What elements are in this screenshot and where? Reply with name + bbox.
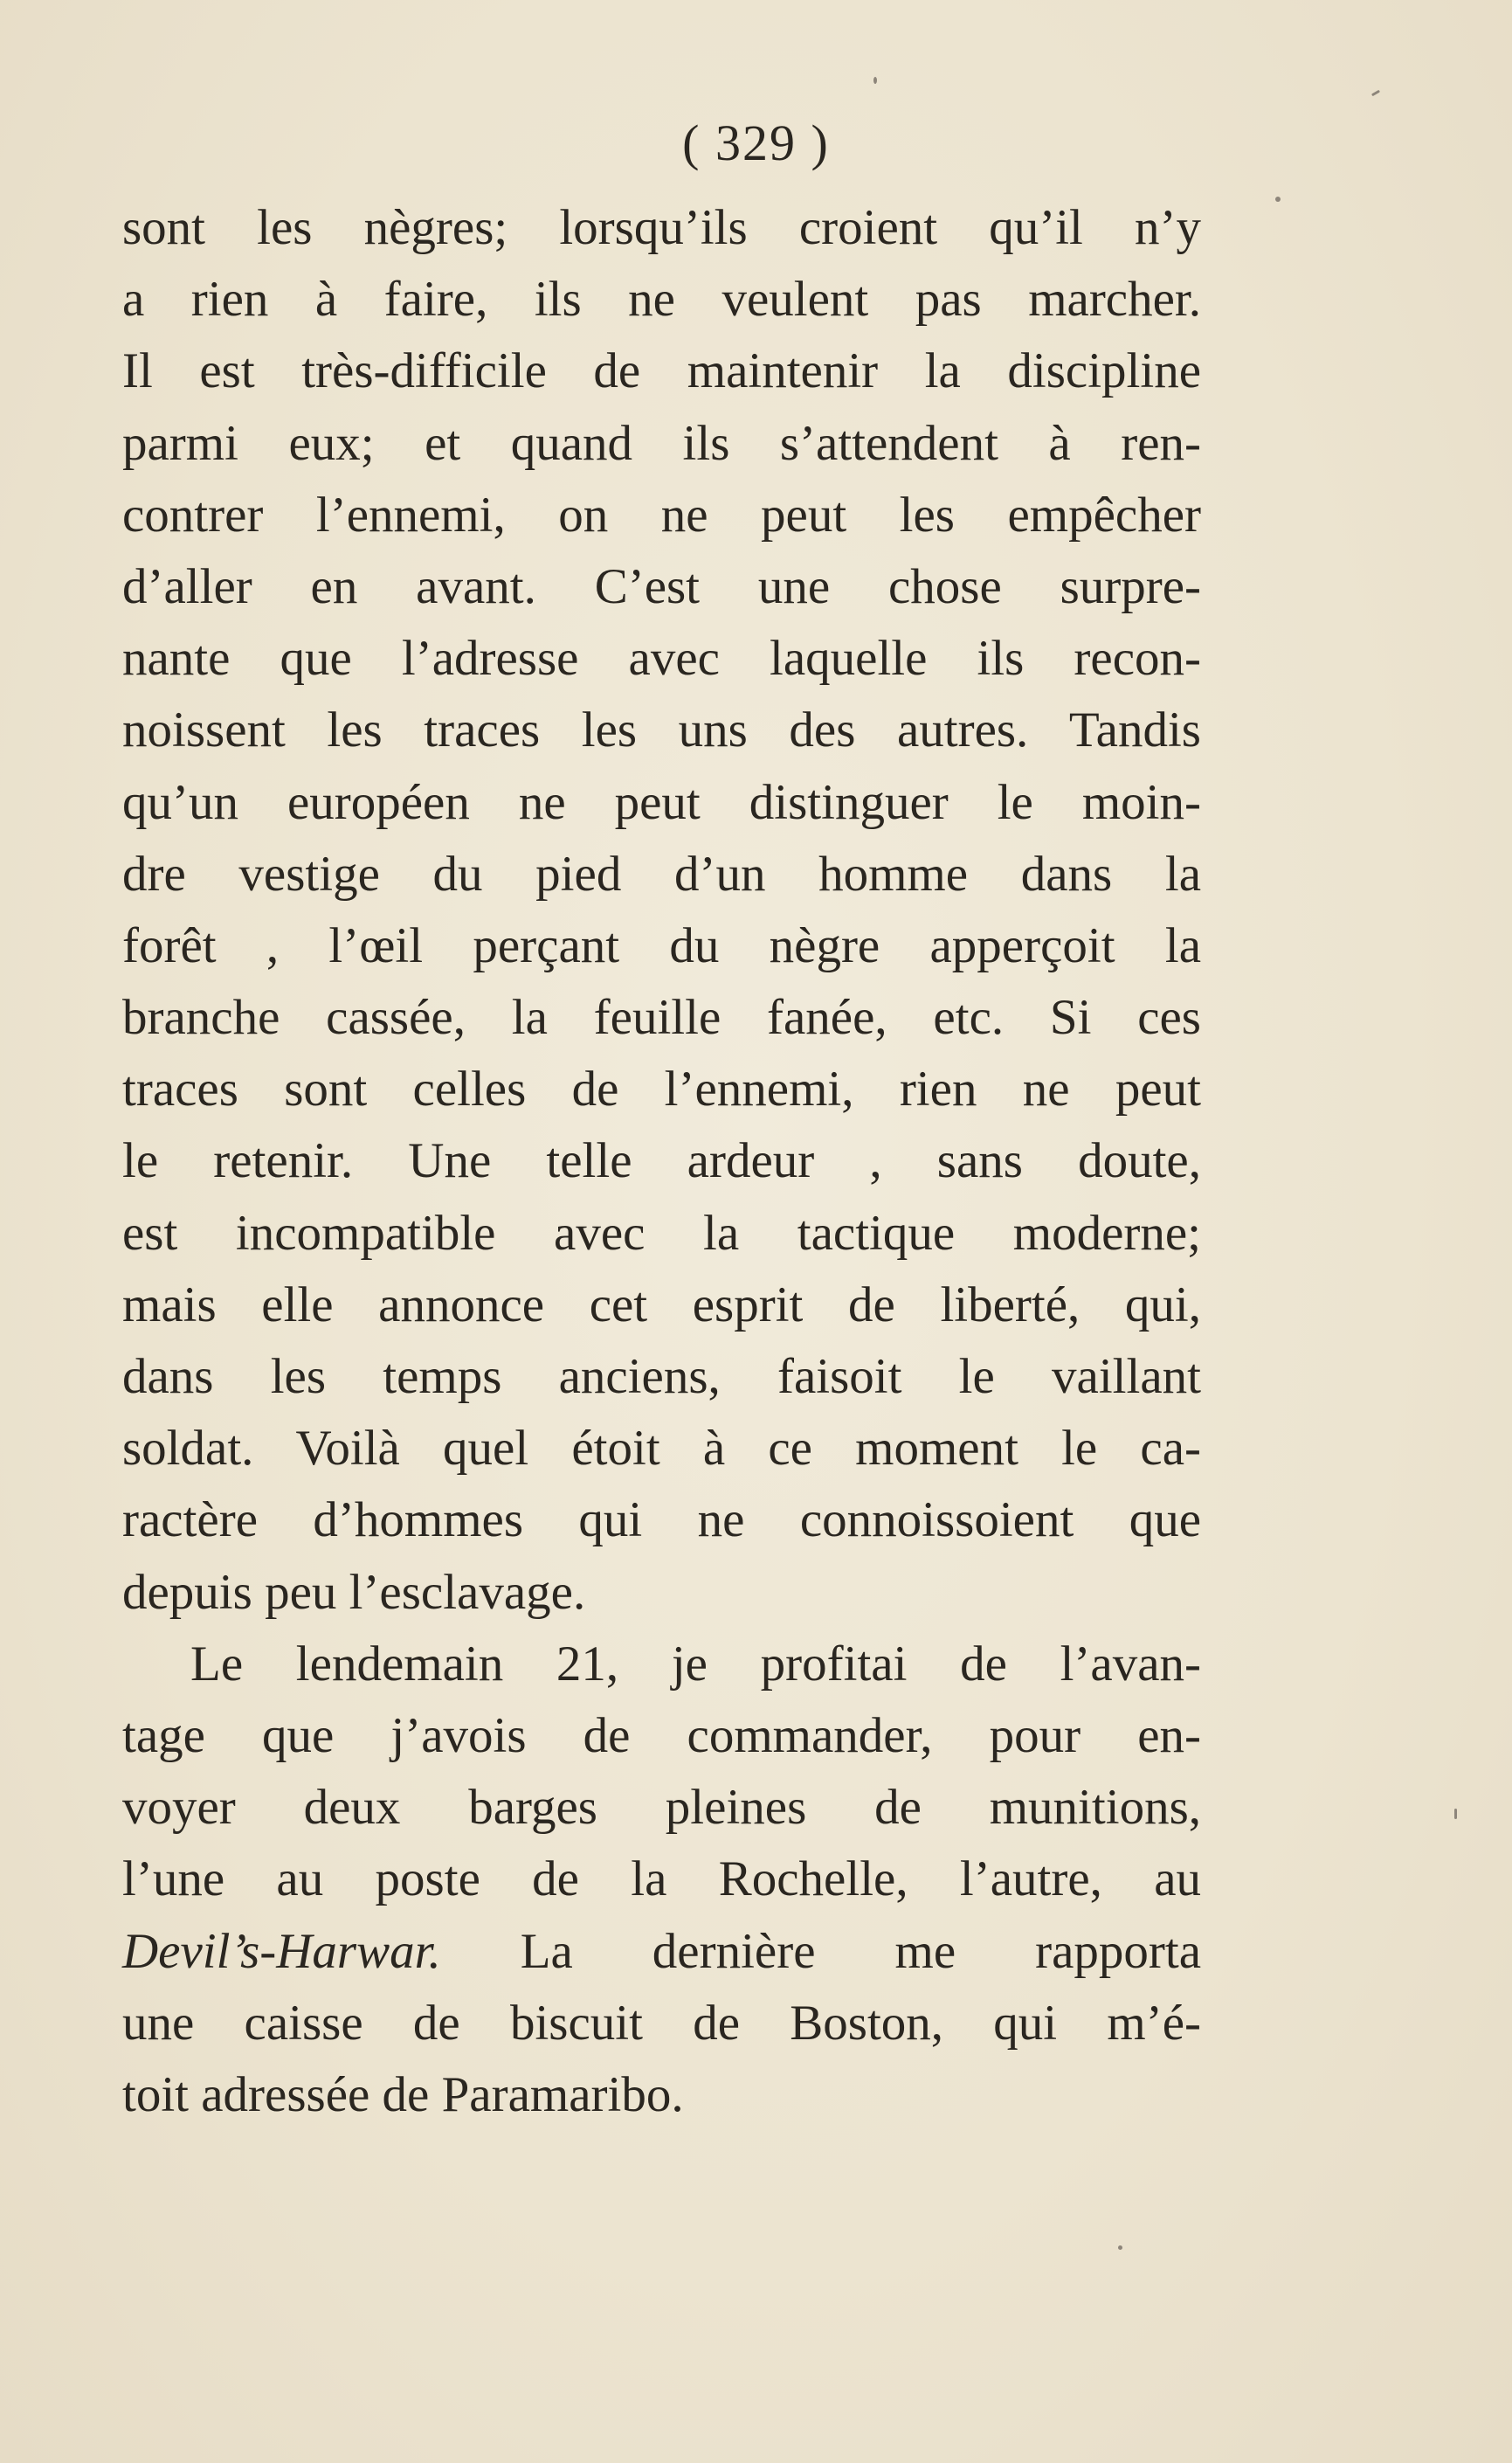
paper-speck (873, 77, 877, 84)
text-line (122, 1916, 1201, 1988)
italic-place-name: Devil’s-Harwar. (122, 1923, 441, 1979)
text-line: ractère d’hommes qui ne connoissoient que (122, 1492, 1201, 1548)
text-line: forêt , l’œil perçant du nègre apperçoit la (122, 917, 1201, 973)
text-line: Le lendemain 21, je profitai de l’avan- (190, 1636, 1201, 1692)
body-text (122, 192, 1201, 2131)
text-line: contrer l’ennemi, on ne peut les empêcher (122, 487, 1201, 543)
paper-speck (1275, 197, 1281, 202)
text-line: dre vestige du pied d’un homme dans la (122, 846, 1201, 902)
text-line: l’une au poste de la Rochelle, l’autre, au (122, 1851, 1201, 1907)
text-line: voyer deux barges pleines de munitions, (122, 1780, 1201, 1836)
text-fragment: La dernière me rapporta (520, 1923, 1201, 1979)
text-line: branche cassée, la feuille fanée, etc. Si ces (122, 990, 1201, 1046)
text-line: nante que l’adresse avec laquelle ils recon- (122, 631, 1201, 687)
text-line: qu’un européen ne peut distinguer le moin- (122, 774, 1201, 830)
text-line: une caisse de biscuit de Boston, qui m’é- (122, 1995, 1201, 2051)
text-line: depuis peu l’esclavage. (122, 1564, 586, 1620)
paper-speck (1118, 2245, 1122, 2250)
text-line: soldat. Voilà quel étoit à ce moment le ca- (122, 1421, 1201, 1477)
text-line: toit adressée de Paramaribo. (122, 2066, 684, 2122)
text-line: parmi eux; et quand ils s’attendent à ren- (122, 415, 1201, 471)
text-line: sont les nègres; lorsqu’ils croient qu’il n’y (122, 200, 1201, 255)
page-number: ( 329 ) (682, 114, 830, 171)
text-line: est incompatible avec la tactique moderne; (122, 1205, 1201, 1261)
text-line: le retenir. Une telle ardeur , sans doute, (122, 1133, 1201, 1189)
text-line: a rien à faire, ils ne veulent pas marcher. (122, 272, 1201, 328)
text-line: tage que j’avois de commander, pour en- (122, 1707, 1201, 1763)
text-line: noissent les traces les uns des autres. Tandis (122, 702, 1201, 758)
text-line: traces sont celles de l’ennemi, rien ne peut (122, 1062, 1201, 1117)
paper-speck (1454, 1809, 1457, 1819)
paper-speck (1371, 90, 1380, 97)
text-line: d’aller en avant. C’est une chose surpre- (122, 558, 1201, 614)
text-line: Il est très-difficile de maintenir la discipline (122, 343, 1201, 399)
text-line: dans les temps anciens, faisoit le vaillant (122, 1349, 1201, 1404)
text-line: mais elle annonce cet esprit de liberté, qui, (122, 1276, 1201, 1332)
